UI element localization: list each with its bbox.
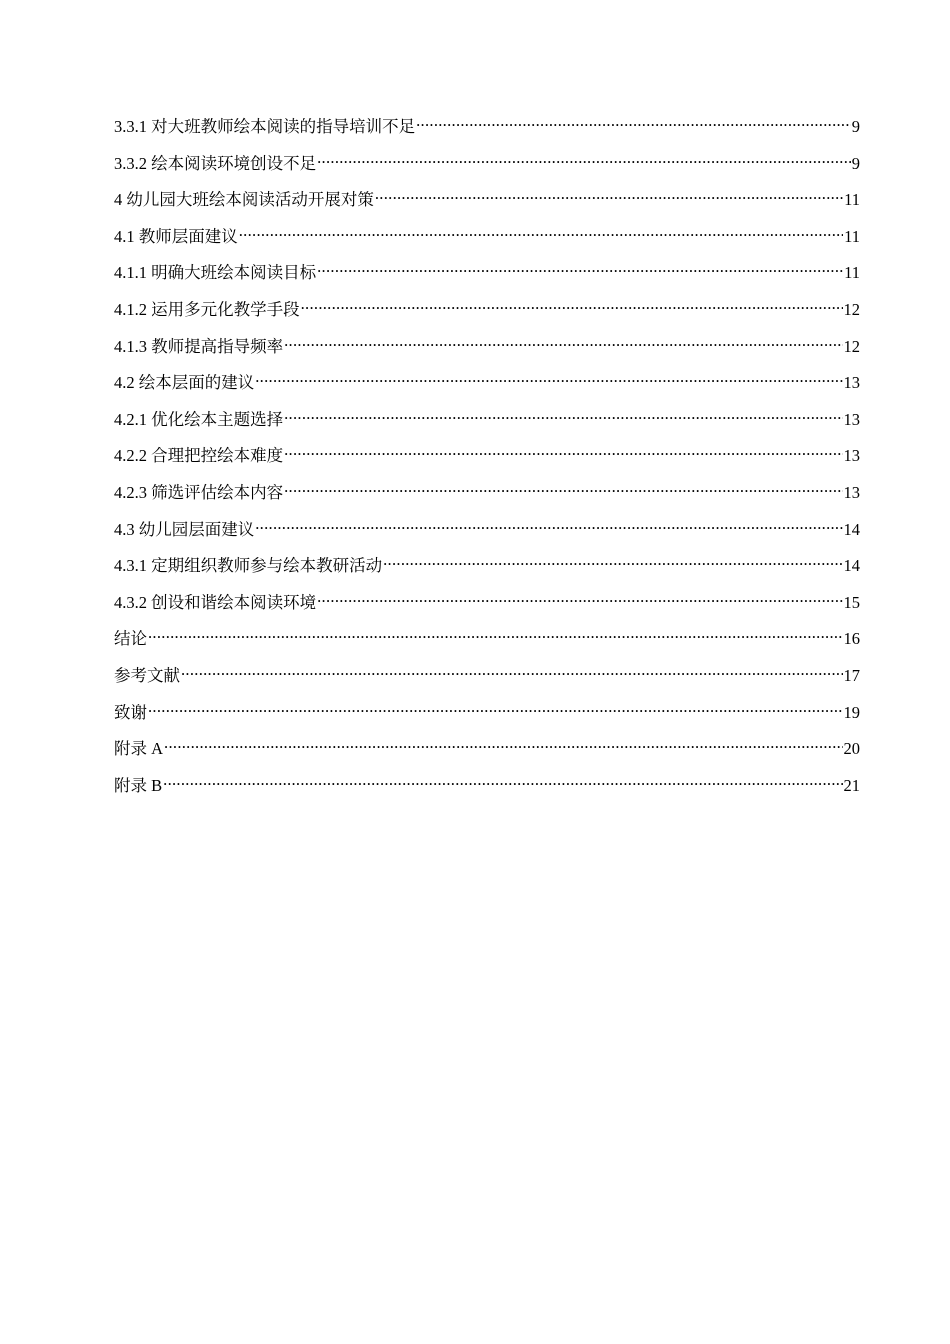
toc-entry-title: 4.2 绘本层面的建议: [114, 373, 255, 393]
toc-dot-leader: [181, 665, 843, 681]
toc-entry[interactable]: [114, 588, 860, 625]
toc-entry-page: 20: [843, 739, 860, 759]
toc-dot-leader: [239, 226, 843, 242]
toc-entry[interactable]: [114, 698, 860, 735]
toc-entry-title: 4.1.1 明确大班绘本阅读目标: [114, 263, 317, 283]
toc-entry-page: 13: [843, 446, 860, 466]
toc-dot-leader: [317, 153, 851, 169]
toc-dot-leader: [284, 445, 842, 461]
toc-entry-title: 4 幼儿园大班绘本阅读活动开展对策: [114, 190, 374, 210]
toc-entry-page: 21: [843, 775, 860, 795]
toc-entry-page: 13: [843, 482, 860, 502]
toc-entry[interactable]: [114, 515, 860, 552]
toc-entry[interactable]: [114, 405, 860, 442]
toc-entry[interactable]: [114, 222, 860, 259]
toc-dot-leader: [317, 592, 842, 608]
toc-entry[interactable]: [114, 478, 860, 515]
toc-dot-leader: [164, 738, 842, 754]
toc-entry-page: 11: [844, 263, 860, 283]
toc-dot-leader: [301, 299, 843, 315]
toc-entry[interactable]: [114, 734, 860, 771]
toc-entry-title: 4.2.1 优化绘本主题选择: [114, 409, 284, 429]
toc-entry-page: 14: [843, 519, 860, 539]
toc-entry-title: 3.3.1 对大班教师绘本阅读的指导培训不足: [114, 117, 416, 136]
toc-entry-title: 致谢: [114, 702, 147, 722]
toc-entry-page: 13: [843, 373, 860, 393]
toc-dot-leader: [383, 555, 842, 571]
toc-entry-page: 12: [843, 299, 860, 319]
toc-dot-leader: [416, 116, 851, 132]
toc-entry-title: 4.2.3 筛选评估绘本内容: [114, 482, 284, 502]
toc-entry-page: 15: [843, 592, 860, 612]
toc-entry-page: 11: [844, 190, 860, 210]
toc-entry-title: 4.2.2 合理把控绘本难度: [114, 446, 284, 466]
toc-dot-leader: [148, 702, 843, 718]
toc-dot-leader: [163, 775, 842, 791]
toc-entry[interactable]: [114, 149, 860, 186]
toc-dot-leader: [148, 628, 843, 644]
toc-entry-title: 4.1.3 教师提高指导频率: [114, 336, 284, 356]
toc-dot-leader: [255, 519, 842, 535]
toc-entry-page: 16: [843, 629, 860, 649]
toc-entry-title: 参考文献: [114, 665, 180, 685]
toc-entry-page: 9: [851, 153, 860, 173]
toc-entry[interactable]: [114, 258, 860, 295]
toc-dot-leader: [284, 409, 842, 425]
toc-entry[interactable]: [114, 368, 860, 405]
toc-entry-page: 14: [843, 556, 860, 576]
toc-entry[interactable]: [114, 332, 860, 369]
toc-entry-title: 4.1 教师层面建议: [114, 226, 238, 246]
toc-entry-page: 12: [843, 336, 860, 356]
toc-entry-page: 11: [844, 226, 860, 246]
toc-entry-title: 4.3 幼儿园层面建议: [114, 519, 255, 539]
toc-dot-leader: [284, 482, 842, 498]
toc-entry-page: 13: [843, 409, 860, 429]
toc-entry-title: 附录 A: [114, 739, 164, 759]
toc-entry-page: 17: [843, 665, 860, 685]
toc-entry-title: 结论: [114, 629, 147, 649]
toc-entry[interactable]: [114, 185, 860, 222]
toc-entry-title: 4.3.1 定期组织教师参与绘本教研活动: [114, 556, 383, 576]
toc-entry[interactable]: [114, 624, 860, 661]
toc-entry-title: 附录 B: [114, 775, 163, 795]
toc-entry[interactable]: [114, 771, 860, 808]
toc-entry-title: 4.1.2 运用多元化教学手段: [114, 299, 300, 319]
toc-entry-page: 9: [851, 117, 860, 136]
toc-dot-leader: [375, 189, 843, 205]
toc-entry[interactable]: [114, 112, 860, 149]
table-of-contents: [114, 112, 860, 807]
toc-entry[interactable]: [114, 441, 860, 478]
toc-entry[interactable]: [114, 661, 860, 698]
toc-dot-leader: [317, 262, 843, 278]
toc-entry-title: 4.3.2 创设和谐绘本阅读环境: [114, 592, 317, 612]
toc-entry[interactable]: [114, 551, 860, 588]
toc-entry-page: 19: [843, 702, 860, 722]
toc-entry-title: 3.3.2 绘本阅读环境创设不足: [114, 153, 317, 173]
toc-dot-leader: [255, 372, 842, 388]
toc-entry[interactable]: [114, 295, 860, 332]
toc-dot-leader: [284, 336, 842, 352]
